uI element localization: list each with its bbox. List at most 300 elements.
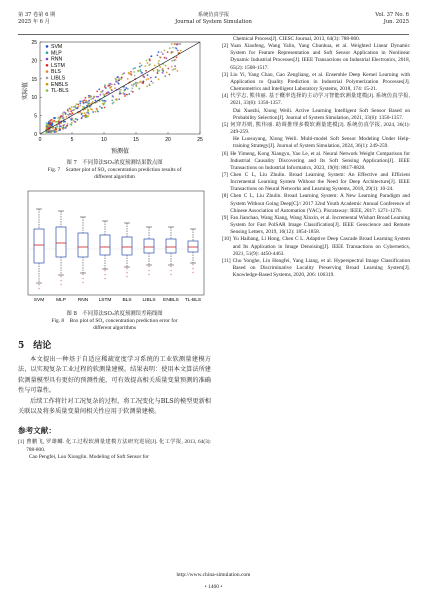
scatter-point [67, 109, 69, 111]
scatter-point [157, 69, 159, 71]
y-tick-label: 0 [34, 132, 37, 138]
scatter-point [57, 117, 59, 119]
outlier-mark: + [147, 269, 151, 273]
scatter-point [104, 107, 106, 109]
figure-8-box-plot [18, 187, 211, 307]
scatter-point [95, 100, 97, 102]
reference-text: He Luosuyang, Xiong Weili. Multi-model Soft Sensor Modeling Under Help-training Strategy[J]. Journal of System Simulation, 2024, 36(1): 249-259. [233, 136, 410, 150]
figure-7-scatter-plot [18, 36, 211, 156]
scatter-point [105, 93, 107, 95]
legend-entry: SVM [51, 44, 63, 50]
scatter-point [120, 89, 122, 91]
scatter-point [90, 98, 92, 100]
scatter-point [82, 106, 84, 108]
outlier-mark: + [191, 263, 195, 267]
outlier-mark: + [103, 273, 107, 277]
scatter-point [73, 106, 75, 108]
scatter-point [119, 93, 121, 95]
reference-number: [4] [222, 93, 229, 100]
scatter-point [86, 112, 88, 114]
outlier-mark: + [191, 271, 195, 275]
volume-issue-en: Vol. 37 No. 6 [375, 12, 409, 18]
scatter-point [134, 67, 136, 69]
legend-entry: TL-BLS [51, 88, 69, 95]
scatter-point [114, 84, 116, 86]
legend-marker [46, 64, 49, 67]
scatter-point [62, 113, 64, 115]
footer-url: http://www.china-simulation.com [176, 572, 251, 578]
reference-item [222, 215, 410, 236]
scatter-point [71, 122, 73, 124]
outlier-mark: + [125, 267, 129, 271]
scatter-point [46, 122, 48, 124]
scatter-point [132, 85, 134, 87]
scatter-point [96, 90, 98, 92]
scatter-point [158, 79, 160, 81]
reference-item [222, 236, 410, 257]
scatter-point [128, 72, 130, 74]
scatter-point [59, 129, 61, 131]
legend-marker [46, 45, 49, 48]
legend-marker [46, 83, 49, 86]
scatter-point [175, 47, 177, 49]
reference-text: Yu Haibang, Li Hong, Chen C L. Adaptive Deep Cascade Broad Learning System and Its Application in Image Denoising[J]. IEEE Transactions on Cybernetics, 2021, 51(9): 4450-4463. [232, 236, 410, 257]
reference-text: Fan Jianchao, Wang Xiang, Wang Xinxin, et al. Incremental Wishart Broad Learning System for Fast PolSAR Image Classification[J]. IEEE Geoscience and Remote Sensing Letters, 2019, 16(12): 1854-1858. [230, 214, 410, 236]
scatter-point [96, 96, 98, 98]
page-number: • 1460 • [204, 584, 223, 590]
y-axis-label: 实际值 [23, 81, 29, 101]
scatter-point [133, 68, 135, 70]
scatter-point [81, 113, 83, 115]
scatter-point [113, 101, 115, 103]
reference-text: 何穿苏则, 熊伟丽. 助调推理多模软测量建模[J]. 系统仿真学报, 2024, 36(1): 249-259. [230, 121, 410, 136]
scatter-point [152, 82, 154, 84]
figure-7-caption [18, 160, 211, 181]
right-column [222, 36, 410, 279]
legend-entry: BLS [51, 69, 61, 76]
scatter-point [146, 60, 148, 62]
scatter-point [77, 104, 79, 106]
reference-number: [8] [222, 193, 229, 200]
x-tick-label: SVM [33, 298, 45, 303]
reference-number: [6] [222, 150, 229, 157]
scatter-point [135, 83, 137, 85]
scatter-point [105, 100, 107, 102]
scatter-point [171, 60, 173, 62]
scatter-point [176, 56, 178, 58]
scatter-point [157, 54, 159, 56]
scatter-point [72, 113, 74, 115]
scatter-point [74, 109, 76, 111]
scatter-point [67, 114, 69, 116]
scatter-point [145, 65, 147, 67]
scatter-point [130, 71, 132, 73]
scatter-point [112, 96, 114, 98]
scatter-point [79, 103, 81, 105]
scatter-point [75, 118, 77, 120]
scatter-point [88, 110, 90, 112]
scatter-point [158, 60, 160, 62]
scatter-point [101, 107, 103, 109]
outlier-mark: + [147, 265, 151, 269]
scatter-point [114, 87, 116, 89]
scatter-point [140, 71, 142, 73]
legend-entry: LSTM [51, 62, 65, 69]
scatter-point [138, 88, 140, 90]
scatter-point [77, 119, 79, 121]
reference-number [18, 454, 27, 461]
scatter-point [175, 68, 177, 70]
scatter-point [92, 111, 94, 113]
scatter-point [130, 73, 132, 75]
reference-number: [3] [222, 71, 229, 78]
scatter-point [87, 115, 89, 117]
reference-item [222, 136, 410, 150]
figure-8-caption-en-2: different algorithms [93, 325, 136, 331]
scatter-point [164, 75, 166, 77]
y-tick-label: 25 [31, 40, 37, 46]
scatter-point [88, 97, 90, 99]
reference-text: Yuan Xiaofeng, Wang Yalin, Yang Chunhua, et al. Weighted Linear Dynamic System for Feature Representation and Soft Sensor Application in Nonlinear Dynamic Industrial Processes[J]. IEEE Transactions on Industrial Electronics, 2018, 65(2): 1508-1517. [230, 43, 410, 71]
y-tick-label: 10 [31, 95, 37, 102]
scatter-point [82, 102, 84, 104]
reference-item [222, 108, 410, 122]
scatter-point [150, 55, 152, 57]
figure-8-caption-cn: 图 8 不同算法SO₂浓度预测误差箱线图 [66, 311, 163, 317]
scatter-point [122, 74, 124, 76]
scatter-point [162, 53, 164, 55]
scatter-point [118, 98, 120, 100]
scatter-point [140, 73, 142, 75]
x-axis-label: 预测值 [110, 149, 130, 155]
x-tick-label: 5 [70, 137, 74, 143]
scatter-point [118, 78, 120, 80]
reference-item [222, 193, 410, 214]
reference-number: [2] [222, 43, 229, 50]
scatter-point [51, 124, 53, 126]
x-tick-label: TL-BLS [184, 298, 202, 303]
scatter-point [110, 86, 112, 88]
scatter-point [104, 84, 106, 86]
page-header [18, 12, 409, 35]
scatter-point [172, 47, 174, 49]
outlier-mark: + [81, 277, 85, 281]
scatter-point [156, 72, 158, 74]
reference-number: [10] [222, 236, 231, 243]
scatter-point [166, 72, 168, 74]
scatter-point [88, 103, 90, 105]
outlier-mark: + [59, 283, 63, 287]
legend-marker [46, 89, 49, 92]
scatter-point [70, 110, 72, 112]
y-tick-label: 5 [34, 113, 37, 120]
reference-number [222, 136, 231, 150]
scatter-point [139, 62, 141, 64]
scatter-point [73, 120, 75, 122]
reference-text: Dai Xuezhi, Xiong Weili. Active Learning Intelligent Soft Sensor Based on Probability Selection[J]. Journal of System Simulation, 2021, 33(6): 1350-1357. [233, 107, 410, 121]
scatter-point [65, 113, 67, 115]
scatter-point [100, 91, 102, 93]
scatter-point [169, 74, 171, 76]
scatter-point [160, 51, 162, 53]
legend-entry: LIBLS [51, 75, 66, 82]
x-tick-label: 0 [38, 137, 42, 143]
scatter-point [48, 131, 50, 133]
outlier-mark: + [37, 283, 41, 287]
reference-text: 曹鹏飞, 罗雄麟. 化工过程软测量建模方法研究进展[J]. 化工学报, 2013, 64(3): 788-800. [26, 439, 211, 453]
scatter-point [164, 57, 166, 59]
scatter-point [169, 47, 171, 49]
reference-item [222, 258, 410, 279]
legend-marker [46, 77, 49, 80]
scatter-point [179, 43, 181, 45]
reference-text: Chemical Process[J]. CIESC Journal, 2013, 64(3): 788-800. [233, 36, 361, 42]
scatter-point [117, 81, 119, 83]
scatter-point [131, 88, 133, 90]
scatter-point [125, 87, 127, 89]
scatter-point [56, 131, 58, 133]
scatter-point [71, 106, 73, 108]
scatter-point [90, 96, 92, 98]
outlier-mark: + [59, 279, 63, 283]
scatter-point [140, 81, 142, 83]
reference-text: Chen C L, Liu Zhulin. Broad Learning System: An Effective and Efficient Incremental Learning System Without the Need for Deep Architecture[J]. IEEE Transactions on Neural Networks and Learning Systems, 2018, 29(1): 10-24. [230, 171, 410, 193]
scatter-point [102, 90, 104, 92]
scatter-point [51, 121, 53, 123]
scatter-point [172, 69, 174, 71]
scatter-point [150, 81, 152, 83]
scatter-point [162, 70, 164, 72]
reference-text: 代学志, 熊伟丽. 基于概率选择的主动学习智能软测量建模[J]. 系统仿真学报, 2021, 33(6): 1350-1357. [230, 93, 410, 107]
scatter-point [145, 70, 147, 72]
scatter-point [147, 74, 149, 76]
reference-item [18, 454, 211, 461]
scatter-point [103, 104, 105, 106]
outlier-mark: + [125, 275, 129, 279]
scatter-point [149, 83, 151, 85]
scatter-point [79, 101, 81, 103]
reference-number: [7] [222, 171, 229, 178]
scatter-point [171, 66, 173, 68]
scatter-point [97, 111, 99, 113]
scatter-point [149, 63, 151, 65]
scatter-point [100, 94, 102, 96]
figure-7-caption-en-2: different algorithm [94, 174, 135, 180]
scatter-point [85, 97, 87, 99]
scatter-point [159, 56, 161, 58]
conclusion-paragraph-2: 后续工作将针对工况复杂的过程，将工况变化与BLS的模型更新相关联以及将多质量变量间相关性应用于软测量建模。 [18, 397, 211, 416]
scatter-point [88, 95, 90, 97]
scatter-point [164, 50, 166, 52]
scatter-point [116, 77, 118, 79]
x-tick-label: 15 [133, 137, 139, 143]
scatter-point [133, 71, 135, 73]
header-center [18, 12, 409, 26]
scatter-point [155, 76, 157, 78]
y-tick-label: 20 [31, 58, 37, 65]
legend-marker [46, 70, 49, 73]
reference-item [222, 72, 410, 93]
legend-marker [46, 51, 49, 54]
scatter-point [85, 102, 87, 104]
scatter-point [61, 122, 63, 124]
reference-text: Chu Yonghe, Lin Hongfei, Yang Liang, et al. Hyperspectral Image Classification Based on Discriminative Locality Preserving Broad Learning System[J]. Knowledge-Based Systems, 2020, 206: 106319. [232, 257, 410, 279]
scatter-point [128, 93, 130, 95]
scatter-point [71, 117, 73, 119]
scatter-point [118, 79, 120, 81]
scatter-point [131, 90, 133, 92]
scatter-point [115, 79, 117, 81]
scatter-point [149, 58, 151, 60]
reference-item [222, 172, 410, 193]
scatter-point [67, 125, 69, 127]
outlier-mark: + [81, 273, 85, 277]
scatter-point [92, 101, 94, 103]
scatter-point [139, 66, 141, 68]
scatter-point [180, 50, 182, 52]
scatter-point [127, 88, 129, 90]
scatter-point [143, 75, 145, 77]
scatter-point [56, 121, 58, 123]
journal-title-en: Journal of System Simulation [175, 19, 252, 25]
scatter-point [46, 125, 48, 127]
scatter-point [60, 115, 62, 117]
scatter-point [71, 124, 73, 126]
scatter-point [55, 117, 57, 119]
scatter-point [96, 108, 98, 110]
outlier-mark: + [81, 281, 85, 285]
outlier-mark: + [103, 277, 107, 281]
scatter-point [126, 94, 128, 96]
scatter-point [63, 114, 65, 116]
scatter-point [93, 96, 95, 98]
scatter-point [154, 65, 156, 67]
scatter-point [108, 92, 110, 94]
y-tick-label: 15 [31, 76, 37, 83]
scatter-point [63, 111, 65, 113]
reference-item [222, 43, 410, 72]
scatter-point [66, 116, 68, 118]
scatter-point [63, 128, 65, 130]
scatter-point [175, 59, 177, 61]
left-column [18, 36, 211, 461]
scatter-point [123, 87, 125, 89]
reference-text: Chen C L, Liu Zhulin. Broad Learning System: A New Learning Paradigm and System Without Going Deep[C]// 2017 32nd Youth Academic Annual Conference of Chinese Association of Automation (YAC). Piscataway: IEEE, 2017: 1271-1276. [230, 193, 410, 214]
scatter-point [140, 69, 142, 71]
scatter-point [88, 113, 90, 115]
legend-entry: MLP [51, 50, 62, 57]
scatter-point [150, 77, 152, 79]
scatter-point [171, 43, 173, 45]
scatter-point [79, 105, 81, 107]
reference-item [18, 439, 211, 453]
scatter-point [134, 75, 136, 77]
x-tick-label: RNN [77, 298, 89, 303]
issue-date: 2025 年 6 月 [18, 19, 50, 25]
scatter-point [138, 70, 140, 72]
scatter-point [91, 109, 93, 111]
scatter-point [67, 123, 69, 125]
scatter-point [111, 83, 113, 85]
scatter-point [76, 103, 78, 105]
scatter-point [92, 98, 94, 100]
scatter-point [74, 106, 76, 108]
outlier-mark: + [125, 271, 129, 275]
scatter-point [159, 70, 161, 72]
outlier-mark: + [37, 287, 41, 291]
figure-7-caption-en-1: Fig. 7 Scatter plot of SO₂ concentration prediction results of [47, 167, 182, 173]
outlier-mark: + [59, 275, 63, 279]
x-tick-label: LSTM [98, 298, 112, 303]
conclusion-heading: 5 结论 [18, 341, 52, 351]
legend-marker [46, 58, 49, 61]
x-tick-label: MLP [56, 298, 66, 303]
scatter-point [127, 78, 129, 80]
scatter-point [133, 83, 135, 85]
reference-item [222, 93, 410, 107]
scatter-point [69, 113, 71, 115]
left-reference-list [18, 439, 211, 460]
scatter-point [109, 85, 111, 87]
scatter-point [81, 118, 83, 120]
scatter-point [98, 88, 100, 90]
scatter-point [48, 122, 50, 124]
scatter-point [177, 50, 179, 52]
scatter-point [111, 89, 113, 91]
scatter-point [146, 85, 148, 87]
scatter-point [102, 100, 104, 102]
scatter-point [77, 107, 79, 109]
scatter-point [48, 124, 50, 126]
outlier-mark: + [147, 273, 151, 277]
x-tick-label: 10 [101, 137, 107, 143]
scatter-point [95, 111, 97, 113]
scatter-point [142, 81, 144, 83]
scatter-point [70, 119, 72, 121]
figure-7-caption-cn: 图 7 不同算法SO₂浓度预测结果散点图 [66, 160, 163, 166]
scatter-point [166, 57, 168, 59]
figure-8-caption [18, 311, 211, 332]
issue-date-en: Jun. 2025 [383, 19, 409, 25]
reference-number [222, 108, 231, 122]
x-tick-label: LIBLS [142, 298, 156, 303]
x-tick-label: ENBLS [163, 298, 179, 303]
legend-entry: ENBLS [51, 81, 69, 88]
scatter-point [49, 123, 51, 125]
right-reference-list [222, 36, 410, 279]
scatter-point [146, 79, 148, 81]
scatter-point [102, 93, 104, 95]
scatter-point [141, 65, 143, 67]
scatter-point [167, 68, 169, 70]
scatter-point [124, 89, 126, 91]
scatter-point [177, 70, 179, 72]
scatter-point [162, 72, 164, 74]
scatter-point [70, 108, 72, 110]
x-tick-label: 25 [197, 137, 203, 143]
scatter-point [118, 83, 120, 85]
scatter-point [165, 65, 167, 67]
scatter-point [115, 99, 117, 101]
scatter-point [46, 127, 48, 129]
x-tick-label: BLS [122, 298, 132, 303]
scatter-point [122, 92, 124, 94]
scatter-point [64, 121, 66, 123]
scatter-point [136, 85, 138, 87]
scatter-point [51, 130, 53, 132]
header-right [375, 12, 409, 26]
scatter-point [60, 125, 62, 127]
